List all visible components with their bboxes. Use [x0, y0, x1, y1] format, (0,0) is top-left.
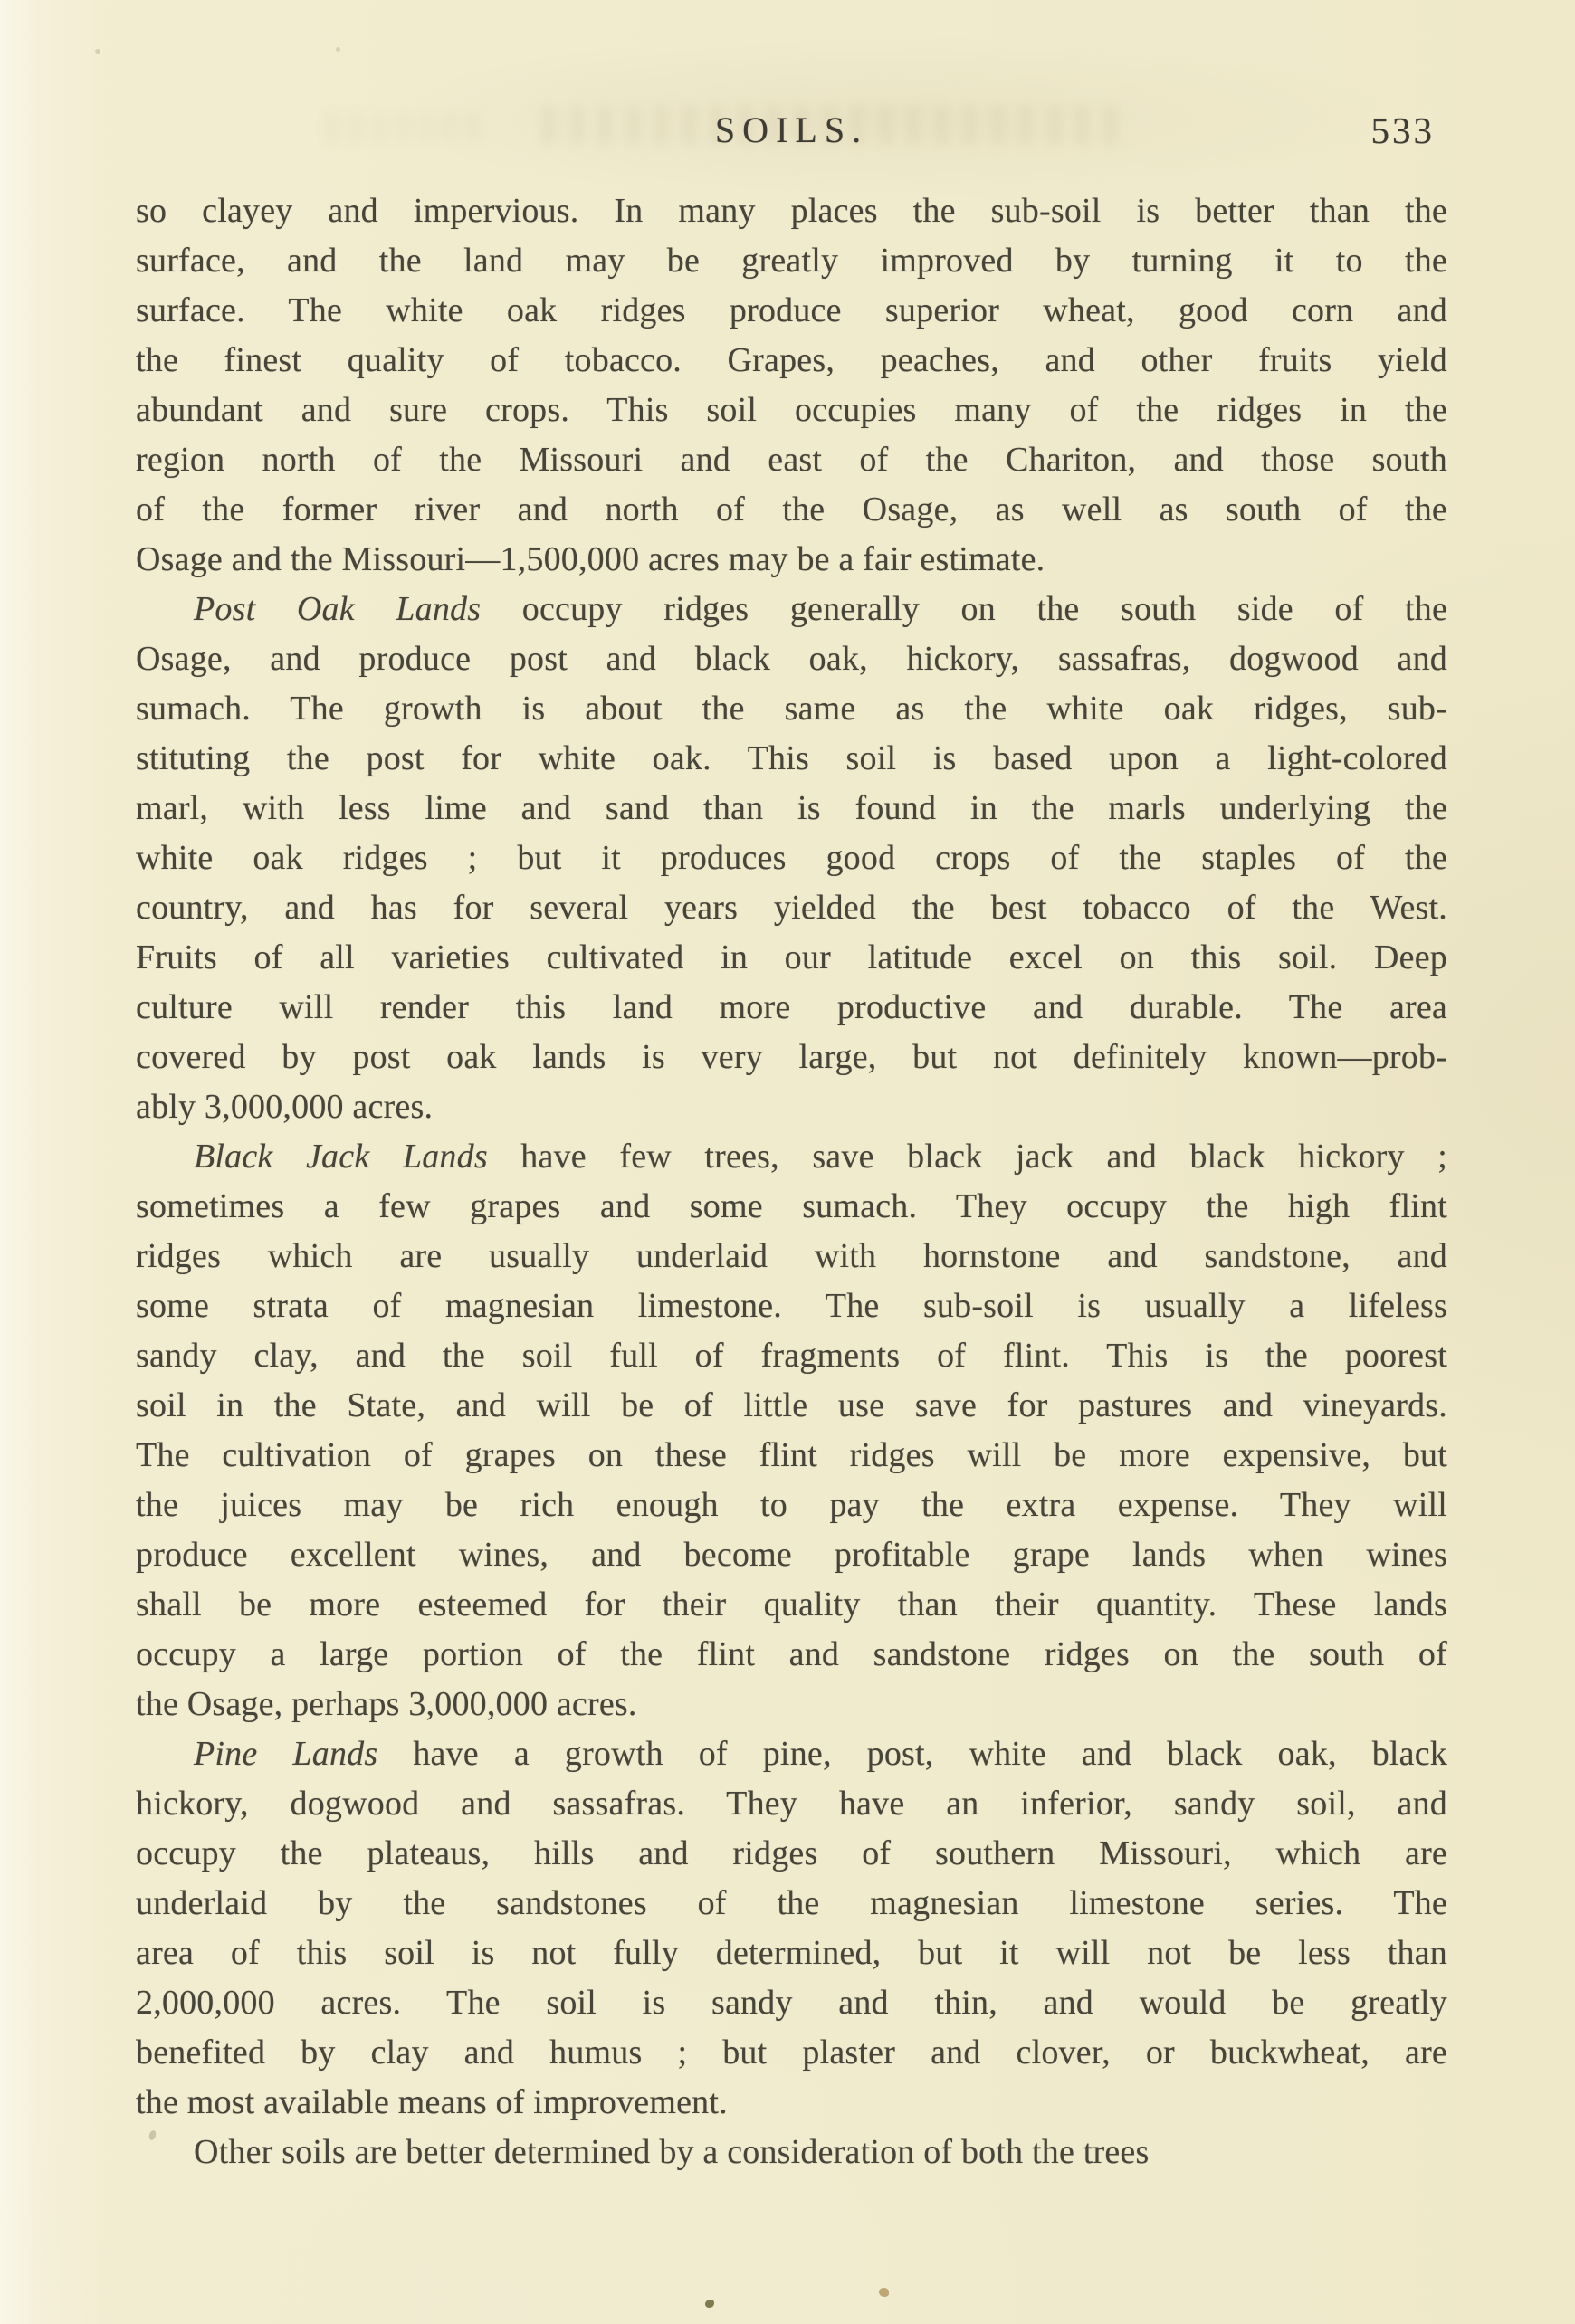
text-line: sandy clay, and the soil full of fragments of flint. This is the poorest — [136, 1337, 1447, 1375]
text-line: Osage, and produce post and black oak, hickory, sassafras, dogwood and — [136, 640, 1447, 678]
paragraph — [136, 1132, 1447, 1729]
text-line: Black Jack Lands have few trees, save black jack and black hickory ; — [194, 1138, 1447, 1176]
ink-speck — [705, 2300, 714, 2308]
ink-speck — [879, 2288, 889, 2297]
text-line: hickory, dogwood and sassafras. They have an inferior, sandy soil, and — [136, 1785, 1447, 1823]
text-line: Fruits of all varieties cultivated in our latitude excel on this soil. Deep — [136, 938, 1447, 976]
text-line: marl, with less lime and sand than is found in the marls underlying the — [136, 789, 1447, 827]
text-line: 2,000,000 acres. The soil is sandy and thin, and would be greatly — [136, 1984, 1447, 2022]
page-header — [136, 109, 1447, 152]
text-line: region north of the Missouri and east of the Chariton, and those south — [136, 441, 1447, 479]
text-line: area of this soil is not fully determined, but it will not be less than — [136, 1934, 1447, 1972]
text-line: stituting the post for white oak. This soil is based upon a light-colored — [136, 739, 1447, 777]
body-text — [136, 186, 1447, 2177]
italic-lead: Black Jack Lands — [194, 1138, 488, 1176]
text-line: the juices may be rich enough to pay the extra expense. They will — [136, 1486, 1447, 1524]
text-line: abundant and sure crops. This soil occupies many of the ridges in the — [136, 391, 1447, 429]
ink-speck — [336, 47, 340, 52]
italic-lead: Pine Lands — [194, 1735, 378, 1773]
paragraph — [136, 186, 1447, 585]
text-line: occupy the plateaus, hills and ridges of southern Missouri, which are — [136, 1834, 1447, 1872]
text-line: the most available means of improvement. — [136, 2083, 728, 2121]
text-line: Pine Lands have a growth of pine, post, white and black oak, black — [194, 1735, 1447, 1773]
paragraph — [136, 585, 1447, 1132]
text-line: ridges which are usually underlaid with hornstone and sandstone, and — [136, 1237, 1447, 1275]
text-line: The cultivation of grapes on these flint ridges will be more expensive, but — [136, 1436, 1447, 1474]
text-line: the Osage, perhaps 3,000,000 acres. — [136, 1685, 637, 1723]
text-line: underlaid by the sandstones of the magnesian limestone series. The — [136, 1884, 1447, 1922]
text-line: culture will render this land more productive and durable. The area — [136, 988, 1447, 1026]
text-line: surface, and the land may be greatly improved by turning it to the — [136, 242, 1447, 280]
text-line: some strata of magnesian limestone. The sub-soil is usually a lifeless — [136, 1287, 1447, 1325]
text-line: occupy a large portion of the flint and sandstone ridges on the south of — [136, 1635, 1447, 1673]
text-line: white oak ridges ; but it produces good crops of the staples of the — [136, 839, 1447, 877]
text-line: Other soils are better determined by a consideration of both the trees — [194, 2133, 1150, 2171]
italic-lead: Post Oak Lands — [194, 590, 482, 628]
ink-speck — [95, 49, 100, 54]
page-number: 533 — [1370, 110, 1435, 151]
text-line: covered by post oak lands is very large, but not definitely known—prob- — [136, 1038, 1447, 1076]
text-line: sumach. The growth is about the same as the white oak ridges, sub- — [136, 690, 1447, 728]
text-line: ably 3,000,000 acres. — [136, 1088, 434, 1126]
paragraph — [136, 1729, 1447, 2128]
text-line: country, and has for several years yielded the best tobacco of the West. — [136, 889, 1447, 927]
text-line: benefited by clay and humus ; but plaster and clover, or buckwheat, are — [136, 2034, 1447, 2072]
text-line: soil in the State, and will be of little use save for pastures and vineyards. — [136, 1386, 1447, 1424]
text-line: of the former river and north of the Osage, as well as south of the — [136, 491, 1447, 529]
paragraph — [136, 2128, 1447, 2177]
text-line: surface. The white oak ridges produce superior wheat, good corn and — [136, 291, 1447, 329]
page-title: SOILS. — [714, 110, 869, 150]
text-line: sometimes a few grapes and some sumach. They occupy the high flint — [136, 1187, 1447, 1225]
text-line: Post Oak Lands occupy ridges generally on the south side of the — [194, 590, 1448, 628]
text-line: shall be more esteemed for their quality than their quantity. These lands — [136, 1586, 1447, 1624]
text-line: so clayey and impervious. In many places the sub-soil is better than the — [136, 192, 1447, 230]
text-line: produce excellent wines, and become profitable grape lands when wines — [136, 1536, 1447, 1574]
text-line: the finest quality of tobacco. Grapes, peaches, and other fruits yield — [136, 341, 1447, 379]
text-line: Osage and the Missouri—1,500,000 acres may be a fair estimate. — [136, 540, 1045, 578]
